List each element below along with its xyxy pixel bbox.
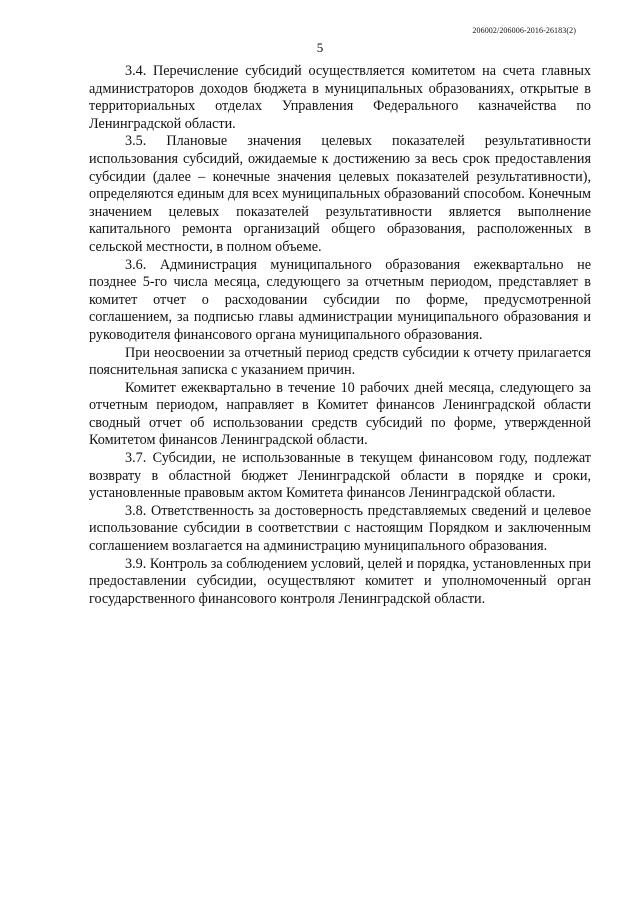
paragraph-3-5: 3.5. Плановые значения целевых показателей результативности использования субсидий, ожидаемые к достижению за весь срок предоставления субсидии (далее – конечные значения целевых показателей результативности), определяются единым для всех муниципальных образований способом. Конечным значением целевых показателей результативности является выполнение капитального ремонта организаций общего образования, расположенных в сельской местности, в полном объеме. — [89, 133, 591, 255]
paragraph-committee-report: Комитет ежеквартально в течение 10 рабочих дней месяца, следующего за отчетным периодом, направляет в Комитет финансов Ленинградской области сводный отчет об использовании средств субсидий по форме, утвержденной Комитетом финансов Ленинградской области. — [89, 379, 591, 449]
paragraph-3-8: 3.8. Ответственность за достоверность представляемых сведений и целевое использование субсидии в соответствии с настоящим Порядком и заключенным соглашением возлагается на администрацию муниципального образования. — [89, 502, 591, 555]
paragraph-3-4: 3.4. Перечисление субсидий осуществляется комитетом на счета главных администраторов доходов бюджета в муниципальных образованиях, открытые в территориальных отделах Управления Федерального казначейства по Ленинградской области. — [89, 63, 591, 132]
paragraph-3-7: 3.7. Субсидии, не использованные в текущем финансовом году, подлежат возврату в областной бюджет Ленинградской области в порядке и сроки, установленные правовым актом Комитета финансов Ленинградской области. — [89, 450, 591, 502]
document-body — [89, 63, 591, 608]
paragraph-3-6: 3.6. Администрация муниципального образования ежеквартально не позднее 5-го числа месяца, следующего за отчетным периодом, представляет в комитет отчет о расходовании субсидии по форме, предусмотренной соглашением, за подписью главы администрации муниципального образования и руководителя финансового органа муниципального образования. — [89, 256, 591, 343]
document-id: 206002/206006-2016-26183(2) — [472, 26, 576, 35]
paragraph-explanatory-note: При неосвоении за отчетный период средств субсидии к отчету прилагается пояснительная записка с указанием причин. — [89, 344, 591, 379]
paragraph-3-9: 3.9. Контроль за соблюдением условий, целей и порядка, установленных при предоставлении субсидии, осуществляют комитет и уполномоченный орган государственного финансового контроля Ленинградской области. — [89, 555, 591, 607]
page-number: 5 — [316, 40, 324, 55]
